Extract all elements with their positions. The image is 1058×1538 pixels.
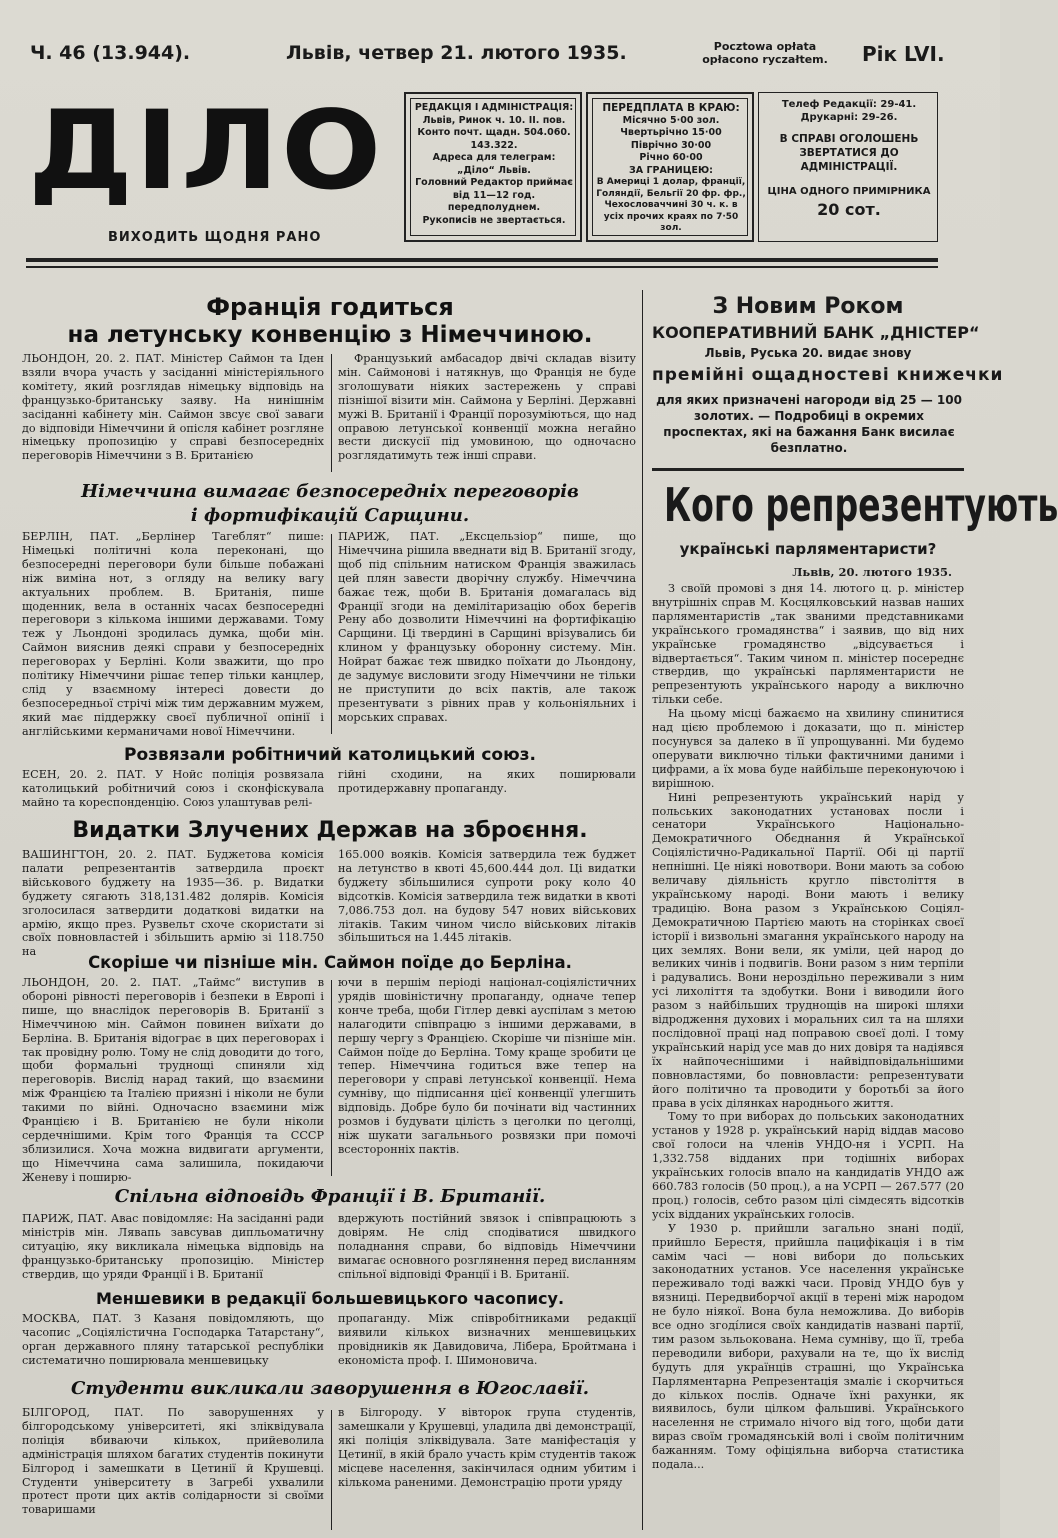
editorial-telegram: Адреса для телеграм: „Діло“ Львів. — [432, 152, 556, 176]
article2-headline-1: Німеччина вимагає безпосередніх переговорів — [81, 481, 579, 502]
article8-col2: в Білгороду. У вівторок група студентів, замешкали у Крушевці, уладила дві демонстрації, які поліція зліквідувала. Зате маніфестація у Цетинії, в якій брало участь крім студентів також місцеве населення, закінчилася одним убитим і кількома раненими. Демонстрацію проти уряду — [338, 1406, 636, 1489]
article7-col1: МОСКВА, ПАТ. З Казаня повідомляють, що часопис „Соціялістична Господарка Татарстану“, орган державного пляну татарської республіки систематично поширювала меншевицьку — [22, 1312, 324, 1367]
article4-col1: ВАШИНГТОН, 20. 2. ПАТ. Буджетова комісія палати репрезентантів затвердила проєкт військового буджету на 1935—36. р. Видатки буджету сягають 318,131.482 долярів. Комісія зголосилася затвердити додаткові видатки на армію, якщо през. Рузвельт схоче скористати зі своїх повновластей і збільшить армію зі 118.750 на — [22, 848, 324, 959]
article5-headline: Скоріше чи пізніше мін. Саймон поїде до Берліна. — [88, 953, 572, 972]
masthead-title: ДІЛО — [28, 86, 384, 214]
article6-col2: вдержують постійний звязок і співпрацюють з довірям. Не слід сподіватися швидкого поладнання справи, бо відповідь Німеччини вимагає основного розглянення перед висланням спільної відповіді Франції і В. Британії. — [338, 1212, 636, 1281]
price-label: ЦІНА ОДНОГО ПРИМІРНИКА — [767, 186, 931, 197]
main-column-separator — [642, 290, 643, 1530]
article8-col-divider — [331, 1410, 332, 1530]
subscription-yearly: Річно 60·00 — [639, 152, 703, 163]
masthead-subtitle: ВИХОДИТЬ ЩОДНЯ РАНО — [108, 230, 322, 245]
bank-ad-line3: Львів, Руська 20. видає знову — [704, 346, 912, 360]
phone-editorial: Телеф Редакції: 29-41. — [781, 99, 917, 110]
article1-col1: ЛЬОНДОН, 20. 2. ПАТ. Міністер Саймон та Іден взяли вчора участь у засіданні міністеріяльного комітету, який розглядав німецьку відповідь на французько-британську заяву. На нинішнім засіданні кабінету мін. Саймон звсує свої заваги до відповіди Німеччини й опісля кабінет розгляне німецьку пропозицію у справі безпосередніх переговорів Німеччини з В. Британією — [22, 352, 324, 463]
subscription-monthly: Місячно 5·00 зол. — [622, 114, 720, 126]
article6-col1: ПАРИЖ, ПАТ. Авас повідомляє: На засіданні ради міністрів мін. Лявапь завсував дипльоматичну ситуацію, яку викликала німецька відповідь на французько-британську пропозицію. Міністер ствердив, що уряди Франції і В. Британії — [22, 1212, 324, 1281]
article5-col2: ючи в першім періоді націонал-соціялістичних урядів шовіністичну пропаганду, одначе тепер конче треба, щоби Гітлер девкі ауспілам з метою налагодити співпрацю з іншими державами, в першу чергу з Францією. Скоріше чи пізніше мін. Саймон поїде до Берліна. Тому краще зробити це тепер. Німеччина годиться вже тепер на переговори у справі летунської конвенції. Нема сумніву, що підписання цієї конвенції улегшить відповідь. Добре було би почінати від частинних розмов і будувати цілість з цеголки по цеголці, ніж шукати загальнього розвязки при помочі всесторонніх пактів. — [338, 976, 636, 1156]
editorial-dateline: Львів, 20. лютого 1935. — [792, 565, 952, 579]
article8-headline: Студенти викликали заворушення в Югославії. — [71, 1378, 589, 1399]
right-ad-separator — [652, 468, 964, 471]
article6-headline: Спільна відповідь Франції і В. Британії. — [114, 1186, 546, 1207]
article3-headline: Розвязали робітничий католицький союз. — [124, 745, 536, 765]
bank-ad-line4: премійні ощадностеві книжечки — [652, 365, 1004, 385]
article3-col1: ЕСЕН, 20. 2. ПАТ. У Нойс поліція розвязала католицький робітничий союз і сконфіскувала майно та кореспонденцію. Союз улаштував релі- — [22, 768, 324, 809]
article5-col-divider — [331, 980, 332, 1176]
issue-number: Ч. 46 (13.944). — [30, 42, 191, 64]
editorial-subheadline: українські парляментаристи? — [679, 540, 937, 558]
editorial-manuscripts: Рукописів не звертається. — [422, 214, 566, 226]
issue-date: Львів, четвер 21. лютого 1935. — [286, 42, 627, 64]
masthead-rule-bottom — [26, 266, 938, 268]
article4-col2: 165.000 вояків. Комісія затвердила теж буджет на летунство в квоті 45,600.444 дол. Ці видатки буджету збільшилися супроти року коло 40 відсотків. Комісія затвердила теж видатки в квоті 7,086.753 дол. на будову 547 нових військових літаків. Таким чином число військових літаків збільшиться на 1.445 літаків. — [338, 848, 636, 945]
article4-headline: Видатки Злучених Держав на зброєння. — [72, 818, 588, 843]
bank-ad-line2: КООПЕРАТИВНИЙ БАНК „ДНІСТЕР“ — [652, 323, 980, 342]
subscription-quarterly: Чвертьрічно 15·00 — [620, 127, 722, 138]
editorial-body — [652, 582, 964, 1532]
article2-col1: БЕРЛІН, ПАТ. „Берлінер Тагеблят“ пише: Німецькі політичні кола переконані, що безпосередні переговори були більше побажані ніж виміна нот, з огляду на велику вагу актуальних проблем. В. Британія, пише щоденник, вела в останніх часах безпосередні переговори з кількома іншими державами. Тому теж у Льондоні зродилась думка, щоби мін. Саймон вияснив деякі справи у безпосередніх переговорах у Берліні. Коли зважити, що про політику Німеччини рішає тепер тільки канцлер, слід у взаємному інтересі довести до безпосередньої стрічі між тим державним мужем, який має піддержку своєї публичної опінії і англійськими керманичами нової Німеччини. — [22, 530, 324, 738]
subscription-abroad-heading: ЗА ГРАНИЦЕЮ: — [629, 164, 713, 176]
subscription-abroad-text: В Америці 1 долар, франції, Голяндії, Бельгії 20 фр. фр., Чехословаччині 30 ч. к. в усіх прочих краях по 7·50 зол. — [596, 177, 746, 233]
article8-col1: БІЛГОРОД, ПАТ. По заворушеннях у білгородському університеті, які зліквідувала поліція вбиваючи кількох, прийеволила адміністрація шляхом багатих студентів покинути Білгород і замешкати в Цетинії й Крушевці. Студенти університету в Загребі ухвалили протест проти цих актів солідарности зі своїми товаришами — [22, 1406, 324, 1517]
bank-ad-line5: для яких призначені нагороди від 25 — 100 золотих. — Подробиці в окремих проспектах, які на бажання Банк висилає безплатно. — [656, 393, 962, 455]
subscription-heading: ПЕРЕДПЛАТА В КРАЮ: — [602, 102, 740, 114]
editorial-account: Конто почт. щадн. 504.060. 143.322. — [417, 127, 571, 151]
postage-note: Pocztowa opłata opłacono ryczałtem. — [702, 40, 828, 66]
top-info-line — [30, 38, 975, 72]
article1-col-divider — [331, 354, 332, 472]
article2-headline-2: і фортифікацій Сарщини. — [190, 505, 470, 526]
article2-col2: ПАРИЖ, ПАТ. „Ексцельзіор“ пише, що Німеччина рішила введнати від В. Британії згоду, щоб під спільним натиском Франція зважилась цей плян завести дворічну службу. Німеччина бажає теж, щоби В. Британія домагалась від Франції згоди на демілітаризацію обох берегів Рену або дозволити Німеччині на фортифікацію Сарщини. Ці твердині в Сарщині врізувались би клином у французьку оборонну систему. Мін. Нойрат бажає теж швидко поїхати до Льондону, де задумує висловити згоду Німеччини не тільки не приступити до всіх пактів, але також презентувати з рівних прав у кольоніяльних і морських справах. — [338, 530, 636, 724]
subscription-halfyear: Піврічно 30·00 — [630, 139, 712, 151]
editorial-editor-hours: Головний Редактор приймає від 11—12 год. передполуднем. — [415, 177, 573, 213]
article3-col2: гійні сходини, на яких поширювали протидержавну пропаганду. — [338, 768, 636, 795]
phone-printing: Друкарні: 29-26. — [800, 111, 898, 123]
article1-col2: Французький амбасадор двічі складав візиту мін. Саймонові і натякнув, що Франція не буде зголошувати ніяких застережень у справі пізнішої візити мін. Саймона у Берліні. Державні мужі В. Британії і Франції порозуміються, що над оправою летунської конвенції можна негайно вести дискусії під умовиною, що одночасно розглядатимуть теж інші справи. — [338, 352, 636, 463]
editorial-para-3: Нині репрезентують український нарід у польських законодатних установах посли і сенатори Українського Національно-Демократичного Обєднання й Української Соціялістично-Радикальної Партії. Обі ці партії непнішні. Це ніякі новотвори. Вони мають за собою величаву діяльність кругло півстоліття в українському народі. Вони мають і велику традицію. Вона разом з Українською Соціял-Демократичною Партією мають на сторінках своєї історії і визвольні змагання українського народу на цих землях. Вони вели, як уміли, цей народ до великих чинів і подвигів. Вони разом з ним терпіли і радувались. Вони нероздільно переживали з ним усі лихоліття та здобутки. Вони і виводили його разом з найбільших труднощів на широкі шляхи відродження духових і моральних сил та на шляхи послідовної праці над поправою своєї долі. І тому український нарід усе мав до них довіря та надіявся їх найпочеснішими і найвідповідальнішими повновластями, бо повновласти: репрезентувати його політично та проводити у боротьбі за його права в усіх ділянках народнього життя. — [652, 790, 964, 1110]
article1-headline-2: на летунську конвенцію з Німеччиною. — [67, 322, 593, 348]
article7-col2: пропаганду. Між співробітниками редакції виявили кількох визначних меншевицьких провідників як Давидовича, Лібера, Бройтмана і економіста проф. І. Шимоновича. — [338, 1312, 636, 1367]
masthead-rule-top — [26, 258, 938, 262]
year-number: Рік LVI. — [862, 42, 945, 66]
phone-price-box — [758, 92, 938, 242]
article2-col-divider — [331, 534, 332, 734]
editorial-para-4: Тому то при виборах до польських законодатних установ у 1928 р. український нарід віддав масово свої голоси на членів УНДО-ня і УСРП. На 1,332.758 відданих при тодішніх виборах українських голосів впало на кандидатів УНДО аж 660.783 голосів (50 проц.), а на УСРП — 267.577 (20 проц.) голосів, себто разом цілі сімдесять відсотків усіх відданих українських голосів. — [652, 1110, 964, 1221]
editorial-address: Львів, Ринок ч. 10. II. пов. — [422, 114, 566, 126]
editorial-info-box — [404, 92, 582, 242]
editorial-para-2: На цьому місці бажаємо на хвилину спинитися над цією проблемою і доказати, що п. міністер посунувся за далеко в її упрощуванні. Ми будемо оперувати виключно тільки фактичними даними і цифрами, а їх мова буде найбільше переконуючою і вирішною. — [652, 707, 964, 790]
bank-ad-line1: З Новим Роком — [712, 294, 904, 319]
ads-notice: В СПРАВІ ОГОЛОШЕНЬ ЗВЕРТАТИСЯ ДО АДМІНІСТРАЦІЇ. — [779, 133, 919, 173]
article1-headline-1: Франція годиться — [206, 293, 454, 321]
editorial-para-1: З своїй промові з дня 14. лютого ц. р. міністер внутрішніх справ М. Косцялковський назвав наших парляментаристів „так званими представниками українського громадянства“ і заявив, що від них українське громадянство „відсувається і відвертається“. Таким чином п. міністер посереднє ствердив, що українські парляментаристи не репрезентують українського народу а виключно тільки себе. — [652, 582, 964, 707]
editorial-para-5: У 1930 р. прийшли загально знані події, прийшло Берестя, прийшла пацифікація і в тім самім часі — нові вибори до польських законодатних установ. Усе населення українське переживало тоді важкі часи. Провід УНДО був у вязниці. Передвиборчої акції в терені між народом не було ніякої. Вона була неможлива. До виборів все одно згоді́лися своїх кандидатів названі партії, тим разом зьльокована. Нема сумніву, що її, треба переводили вибори, рахували на те, що їх вислід будуть для українців страшні, що Українська Парляментарна Репрезентація змаліє і скорчиться до кількох послів. Одначе їхні рахунки, як виявилось, були цілком фальшиві. Українського населення не стримало нічого від того, щоби дати вираз своїм громадянській волі і своїм політичним бажанням. Тому офіціяльна виборча статистика подала... — [652, 1221, 964, 1472]
editorial-heading: РЕДАКЦІЯ І АДМІНІСТРАЦІЯ: — [414, 102, 574, 113]
article5-col1: ЛЬОНДОН, 20. 2. ПАТ. „Таймс“ виступив в обороні рівності переговорів і безпеки в Европі і пише, що внаслідок переговорів В. Британії з Німеччиною мін. Саймон повинен виїхати до Берліна. В. Британія відограє в цих переговорах і так провідну ролю. Тому не слід доводити до того, щоби формальні труднощі спиняли хід переговорів. Вислід нарад такий, що взаємини між Францією та Італією приязні і ніколи не були такими по війні. Одночасно взаємини між Францією і В. Британією не були ніколи сердечнішими. Крім того Франція та СССР зблизилися. Хоча можна видвигати аргументи, що Німеччина сама залишила, покидаючи Женеву і поширю- — [22, 976, 324, 1184]
subscription-box — [586, 92, 754, 242]
editorial-headline: Кого репрезентують — [664, 478, 1058, 532]
article7-headline: Меншевики в редакції большевицького часопису. — [95, 1289, 565, 1308]
price-value: 20 сот. — [817, 199, 881, 219]
